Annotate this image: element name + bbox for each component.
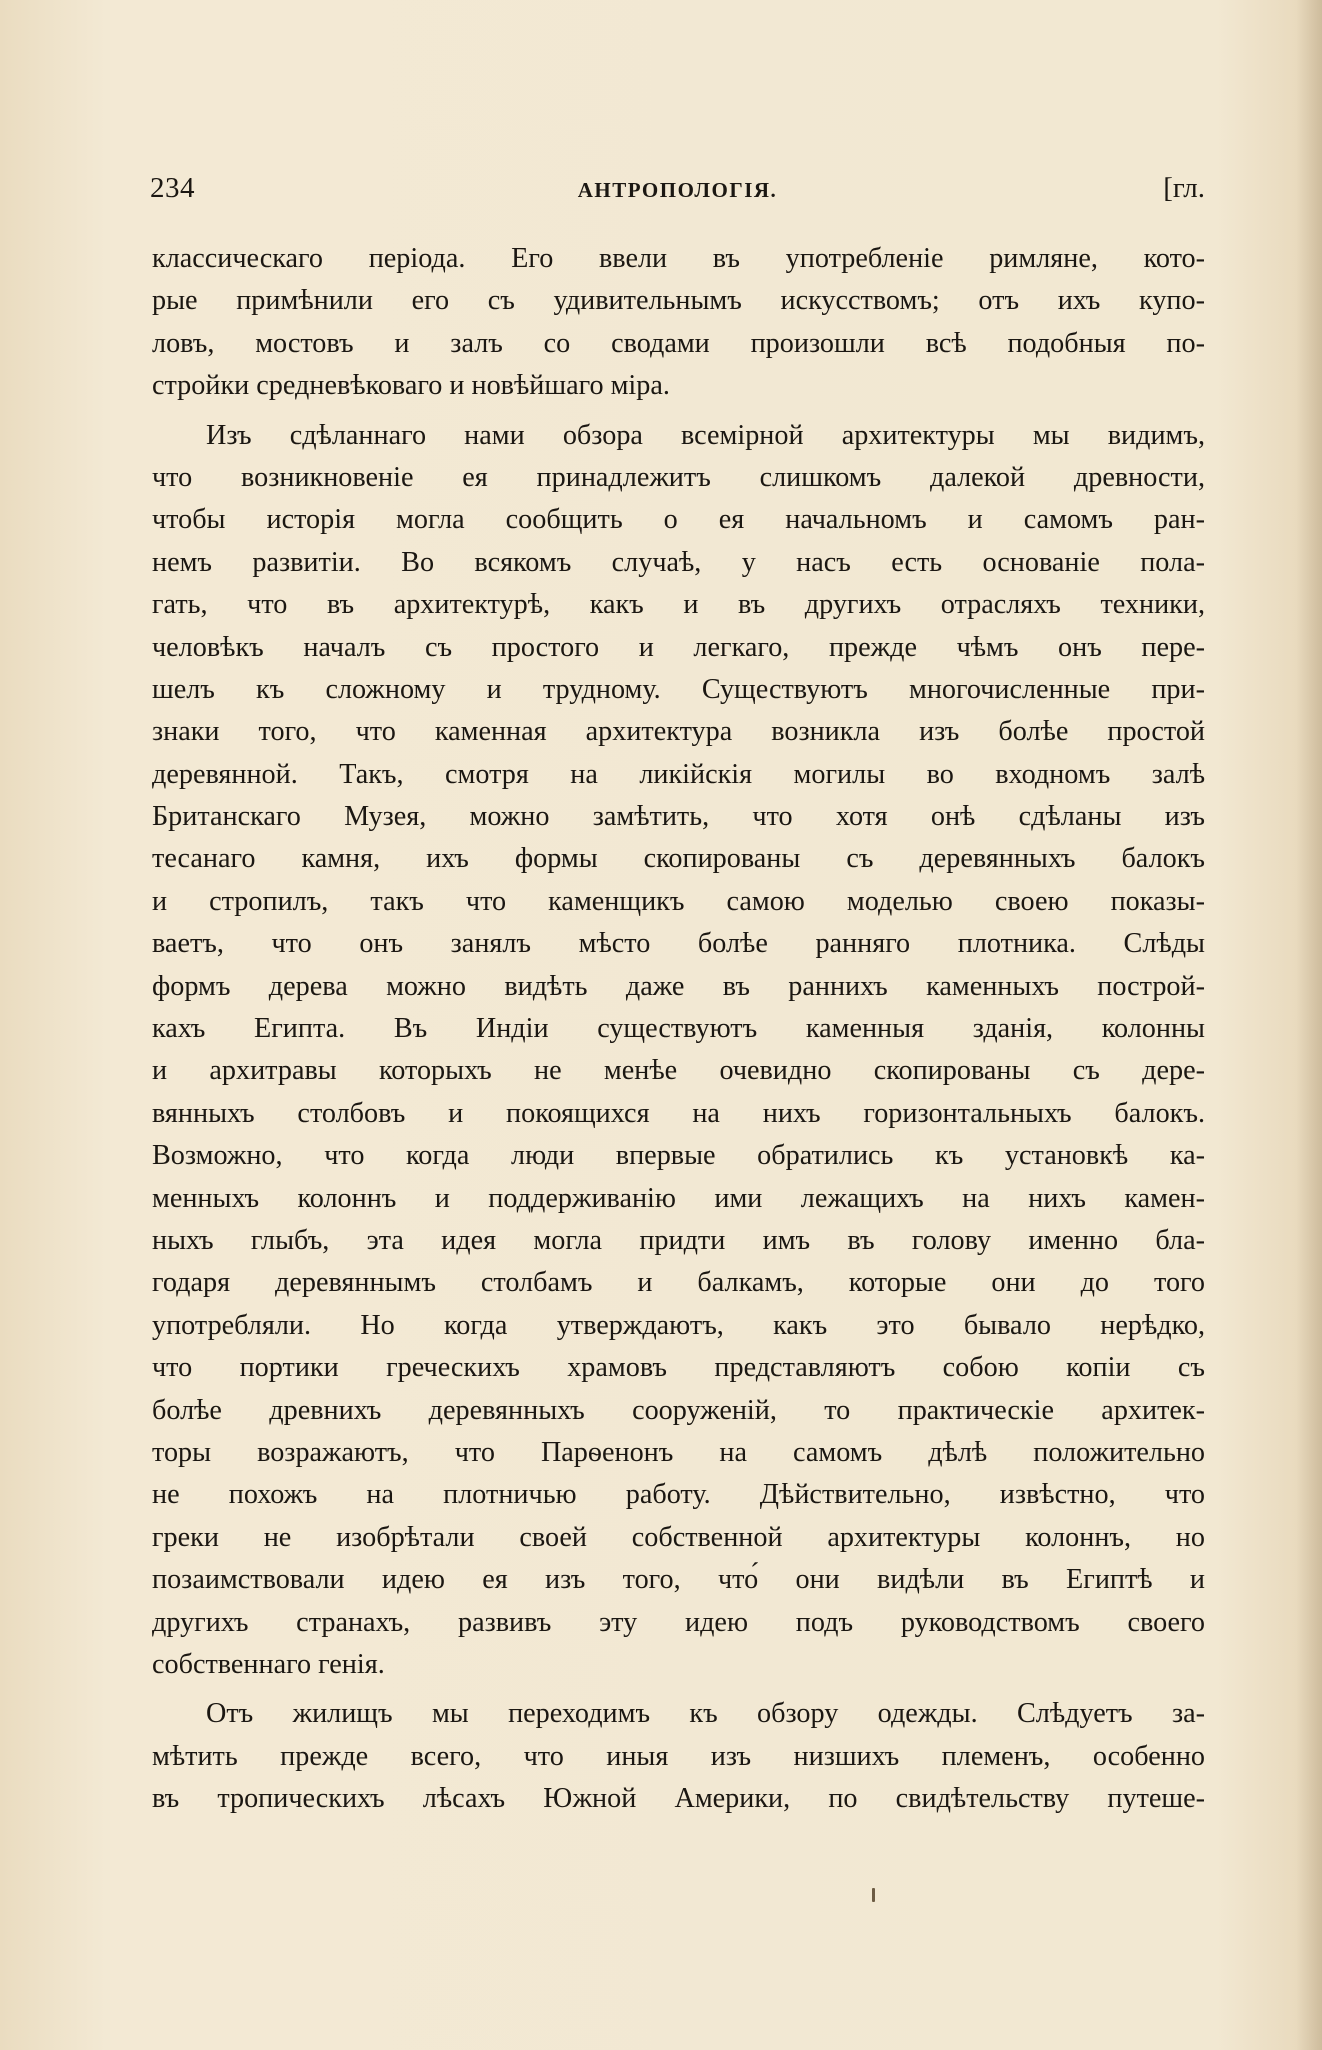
text-line: шелъ къ сложному и трудному. Существуютъ многочисленные при-	[152, 673, 1205, 705]
text-line: другихъ странахъ, развивъ эту идею подъ руководствомъ своего	[152, 1606, 1205, 1638]
ink-speck	[872, 1888, 875, 1902]
text-line: ваетъ, что онъ занялъ мѣсто болѣе ранняго плотника. Слѣды	[152, 928, 1205, 960]
paragraph	[152, 415, 1205, 1687]
text-line: и стропилъ, такъ что каменщикъ самою моделью своею показы-	[152, 885, 1205, 917]
text-line: немъ развитіи. Во всякомъ случаѣ, у насъ есть основаніе пола-	[152, 546, 1205, 578]
text-line: кахъ Египта. Въ Индіи существуютъ каменныя зданія, колонны	[152, 1013, 1205, 1045]
text-line: тесанаго камня, ихъ формы скопированы съ деревянныхъ балокъ	[152, 843, 1205, 875]
text-line: ловъ, мостовъ и залъ со сводами произошли всѣ подобныя по-	[152, 327, 1205, 359]
text-line: собственнаго генія.	[152, 1648, 385, 1680]
text-line: чтобы исторія могла сообщить о ея начальномъ и самомъ ран-	[152, 504, 1205, 536]
text-line: и архитравы которыхъ не менѣе очевидно скопированы съ дере-	[152, 1055, 1205, 1087]
text-line: деревянной. Такъ, смотря на ликійскія могилы во входномъ залѣ	[152, 758, 1205, 790]
text-line: мѣтить прежде всего, что иныя изъ низшихъ племенъ, особенно	[152, 1740, 1205, 1772]
text-line: что возникновеніе ея принадлежитъ слишкомъ далекой древности,	[152, 461, 1205, 493]
text-line: не похожъ на плотничью работу. Дѣйствительно, извѣстно, что	[152, 1479, 1205, 1511]
page-header	[150, 172, 1205, 212]
page-number: 234	[150, 172, 195, 204]
paragraph-gap	[152, 408, 1205, 415]
text-line: въ тропическихъ лѣсахъ Южной Америки, по свидѣтельству путеше-	[152, 1783, 1205, 1815]
text-line: гать, что въ архитектурѣ, какъ и въ другихъ отрасляхъ техники,	[152, 589, 1205, 621]
text-line: классическаго періода. Его ввели въ употребленіе римляне, кото-	[152, 243, 1205, 274]
text-line: что портики греческихъ храмовъ представляютъ собою копіи съ	[152, 1352, 1205, 1384]
text-line: Изъ сдѣланнаго нами обзора всемірной архитектуры мы видимъ,	[206, 419, 1205, 451]
text-line: человѣкъ началъ съ простого и легкаго, прежде чѣмъ онъ пере-	[152, 631, 1205, 663]
running-title: АНТРОПОЛОГІЯ.	[577, 178, 778, 202]
text-line: греки не изобрѣтали своей собственной архитектуры колоннъ, но	[152, 1521, 1205, 1553]
page-edge-shadow	[1296, 0, 1322, 2050]
text-line: годаря деревяннымъ столбамъ и балкамъ, которые они до того	[152, 1267, 1205, 1299]
text-line: употребляли. Но когда утверждаютъ, какъ это бывало нерѣдко,	[152, 1309, 1205, 1341]
text-line: рые примѣнили его съ удивительнымъ искусствомъ; отъ ихъ купо-	[152, 285, 1205, 317]
body-text	[152, 238, 1205, 1820]
text-line: Возможно, что когда люди впервые обратились къ установкѣ ка-	[152, 1140, 1205, 1172]
paragraph	[152, 238, 1205, 408]
text-line: торы возражаютъ, что Парѳенонъ на самомъ дѣлѣ положительно	[152, 1436, 1205, 1468]
text-line: позаимствовали идею ея изъ того, что́ они видѣли въ Египтѣ и	[152, 1564, 1205, 1596]
paragraph-gap	[152, 1686, 1205, 1693]
text-line: вянныхъ столбовъ и покоящихся на нихъ горизонтальныхъ балокъ.	[152, 1097, 1205, 1129]
text-line: знаки того, что каменная архитектура возникла изъ болѣе простой	[152, 716, 1205, 748]
text-line: Британскаго Музея, можно замѣтить, что хотя онѣ сдѣланы изъ	[152, 801, 1205, 833]
chapter-mark: [гл.	[1163, 172, 1205, 204]
text-line: Отъ жилищъ мы переходимъ къ обзору одежды. Слѣдуетъ за-	[206, 1698, 1205, 1730]
text-line: формъ дерева можно видѣть даже въ раннихъ каменныхъ построй-	[152, 970, 1205, 1002]
text-line: менныхъ колоннъ и поддерживанію ими лежащихъ на нихъ камен-	[152, 1182, 1205, 1214]
text-line: болѣе древнихъ деревянныхъ сооруженій, то практическіе архитек-	[152, 1394, 1205, 1426]
paragraph	[152, 1693, 1205, 1820]
text-line: стройки средневѣковаго и новѣйшаго міра.	[152, 370, 670, 402]
text-line: ныхъ глыбъ, эта идея могла придти имъ въ голову именно бла-	[152, 1224, 1205, 1256]
